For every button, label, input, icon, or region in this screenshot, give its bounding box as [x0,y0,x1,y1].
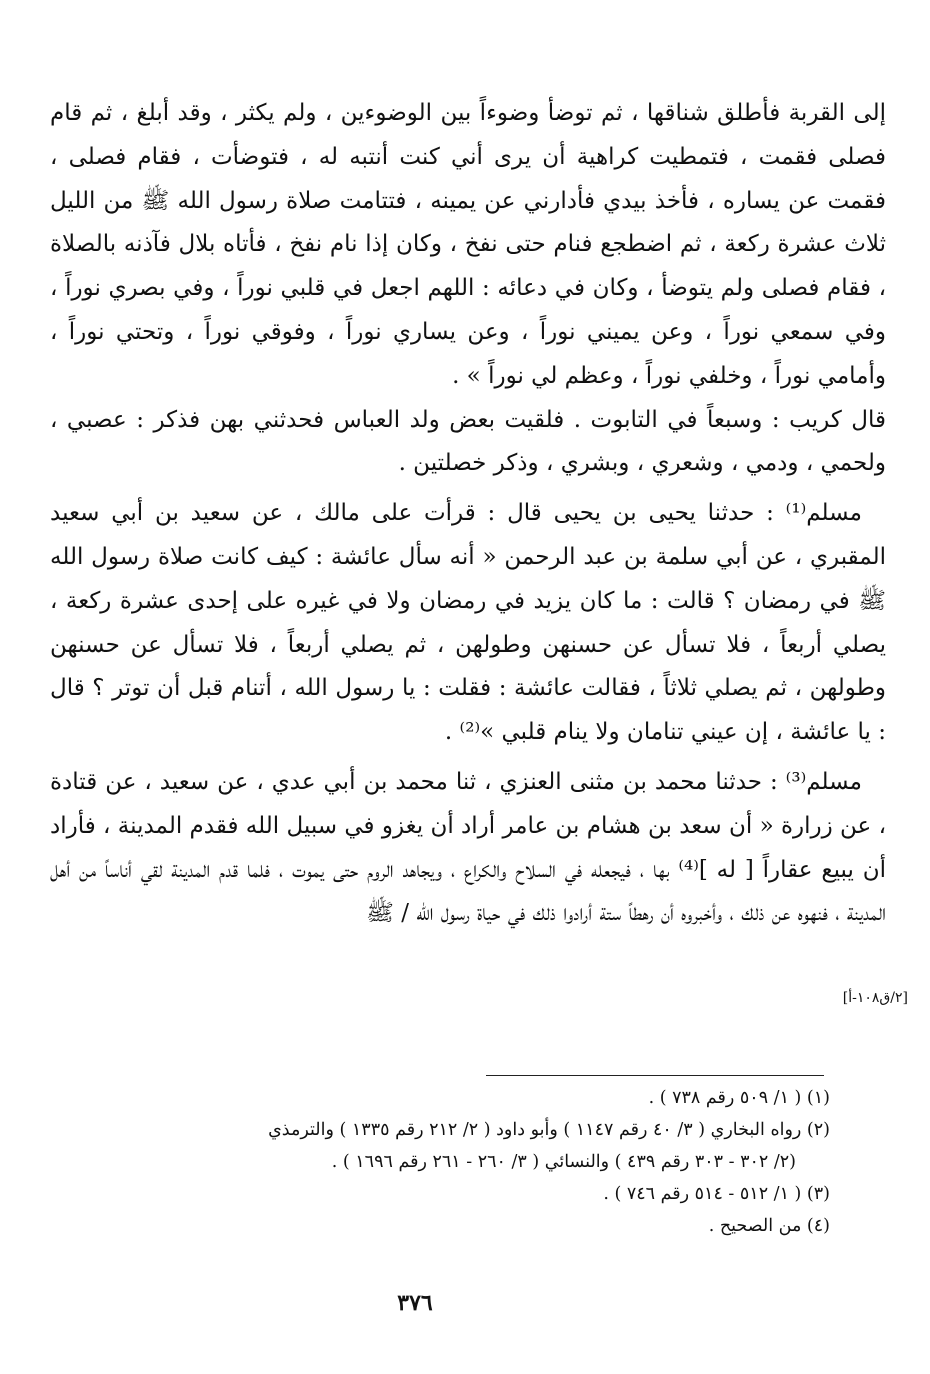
main-text [50,92,886,936]
paragraph-muslim-saad-hadith: مسلم⁽³⁾ : حدثنا محمد بن مثنى العنزي ، ثنا محمد بن أبي عدي ، عن سعيد ، عن قتادة ، عن زرارة « أن سعد بن هشام بن عامر أراد أن يغزو في سبيل الله فقدم المدينة ، فأراد أن يبيع عقاراً [ له ]⁽⁴⁾ بها ، فيجعله في السلاح والكراع ، ويجاهد الروم حتى يموت ، فلما قدم المدينة لقي أناساً من أهل المدينة ، فنهوه عن ذلك ، وأخبروه أن رهطاً ستة أرادوا ذلك في حياة رسول الله / ﷺ [50,768,887,927]
footnote-2: (٢) رواه البخاري ( ٣/ ٤٠ رقم ١١٤٧ ) وأبو داود ( ٢/ ٢١٢ رقم ١٣٣٥ ) والترمذي [268,1120,830,1140]
footnote-divider [486,1075,824,1076]
footnote-1: (١) ( ١/ ٥٠٩ رقم ٧٣٨ ) . [648,1088,830,1108]
page-number: ٣٧٦ [397,1290,433,1316]
footnote-4: (٤) من الصحيح . [708,1216,830,1236]
paragraph-kurayb-note: قال كريب : وسبعاً في التابوت . فلقيت بعض ولد العباس فحدثني بهن فذكر : عصبي ، ولحمي ، ودمي ، وشعري ، وبشري ، وذكر خصلتين . [50,406,886,477]
footnote-2-continued: (٢/ ٣٠٢ - ٣٠٣ رقم ٤٣٩ ) والنسائي ( ٣/ ٢٦٠ - ٢٦١ رقم ١٦٩٦ ) . [331,1152,796,1172]
paragraph-ibn-abbas-night-prayer: إلى القربة فأطلق شناقها ، ثم توضأ وضوءاً بين الوضوءين ، ولم يكثر ، وقد أبلغ ، ثم قام فصلى فقمت ، فتمطيت كراهية أن يرى أني كنت أنتبه له ، فتوضأت ، فقام فصلى ، فقمت عن يساره ، فأخذ بيدي فأدارني عن يمينه ، فتتامت صلاة رسول الله ﷺ من الليل ثلاث عشرة ركعة ، ثم اضطجع فنام حتى نفخ ، وكان إذا نام نفخ ، فأتاه بلال فآذنه بالصلاة ، فقام فصلى ولم يتوضأ ، وكان في دعائه : اللهم اجعل في قلبي نوراً ، وفي بصري نوراً ، وفي سمعي نوراً ، وعن يميني نوراً ، وعن يساري نوراً ، وفوقي نوراً ، وتحتي نوراً ، وأمامي نوراً ، وخلفي نوراً ، وعظم لي نوراً » . [50,100,886,389]
manuscript-folio-marker: [٢/ق١٠٨-أ] [842,990,908,1006]
footnote-3: (٣) ( ١/ ٥١٢ - ٥١٤ رقم ٧٤٦ ) . [603,1184,830,1204]
footnotes [30,1082,830,1242]
paragraph-muslim-aisha-hadith: مسلم⁽¹⁾ : حدثنا يحيى بن يحيى قال : قرأت على مالك ، عن سعيد بن أبي سعيد المقبري ، عن أبي سلمة بن عبد الرحمن « أنه سأل عائشة : كيف كانت صلاة رسول الله ﷺ في رمضان ؟ قالت : ما كان يزيد في رمضان ولا في غيره على إحدى عشرة ركعة ، يصلي أربعاً ، فلا تسأل عن حسنهن وطولهن ، ثم يصلي أربعاً ، فلا تسأل عن حسنهن وطولهن ، ثم يصلي ثلاثاً ، فقالت عائشة : فقلت : يا رسول الله ، أتنام قبل أن توتر ؟ قال : يا عائشة ، إن عيني تنامان ولا ينام قلبي »⁽²⁾ . [50,500,886,746]
